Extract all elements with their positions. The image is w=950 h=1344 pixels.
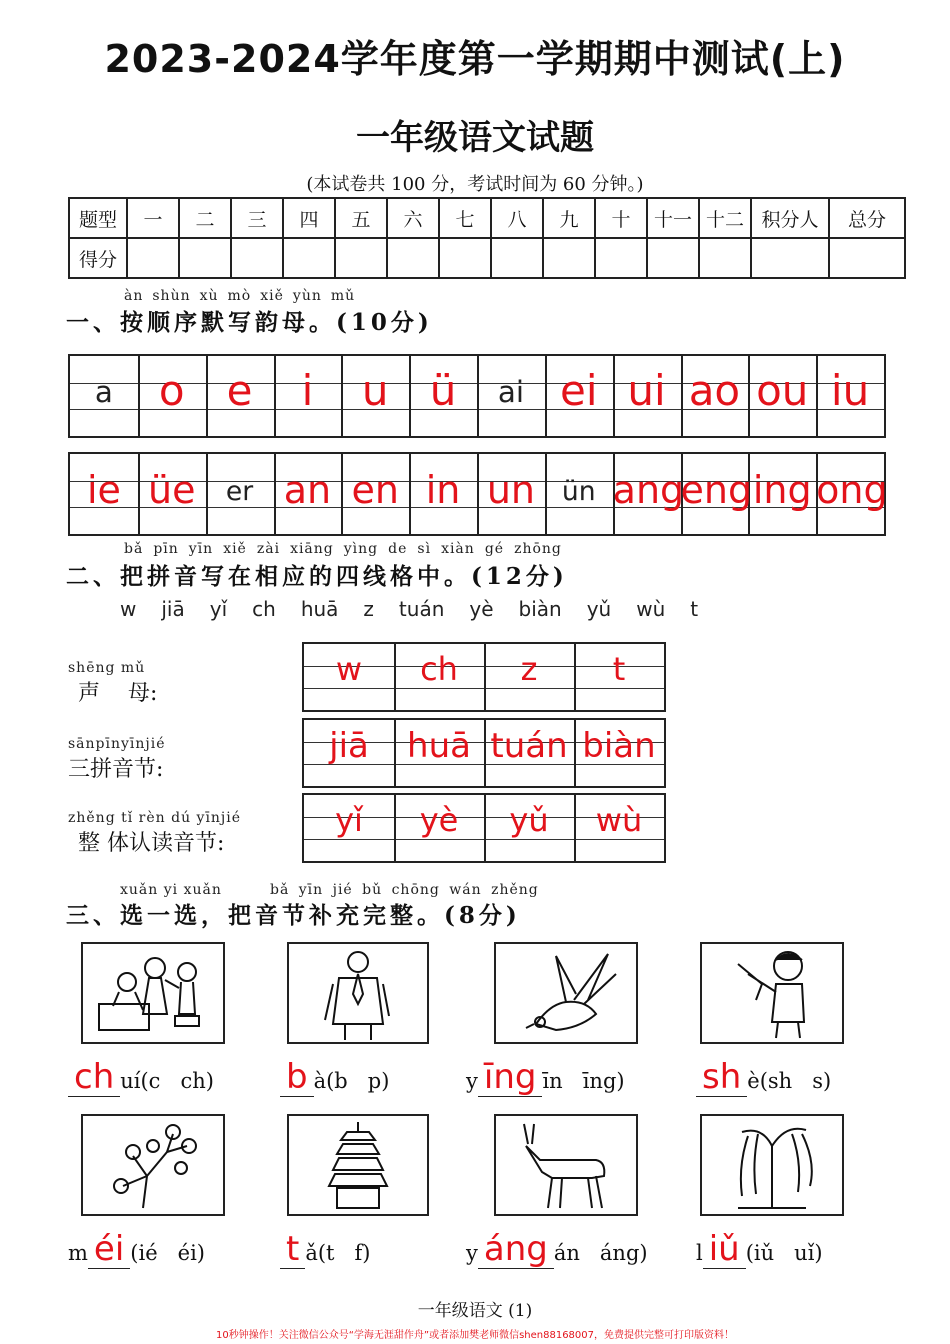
answer-text: ch: [420, 650, 458, 688]
fill-blank-item: [68, 1058, 214, 1097]
score-row-label: 得分: [69, 238, 127, 278]
answer-text: wù: [595, 801, 643, 839]
score-cell: [283, 238, 335, 278]
fill-blank-item: [68, 1230, 205, 1269]
three-syllable-grid: [302, 718, 666, 788]
pinyin-item: huā: [300, 597, 339, 621]
pinyin-syllable: xiě: [223, 541, 247, 557]
answer-text: en: [351, 468, 399, 512]
label-pinyin-three: sānpīnyīnjié: [68, 736, 166, 752]
answer-text: ao: [688, 366, 741, 415]
pinyin-syllable: gé: [484, 541, 505, 557]
fill-blank-item: [696, 1230, 823, 1269]
answer-text: jiā: [329, 726, 369, 766]
pinyin-item: yǔ: [586, 597, 612, 621]
pinyin-item: yǐ: [209, 597, 228, 621]
syllable-prefix: m: [68, 1241, 88, 1265]
score-cell: [751, 238, 829, 278]
label-three-syllable: 三拼音节:: [68, 757, 164, 782]
answer-text: üe: [148, 468, 196, 512]
answer-text: e: [226, 366, 253, 415]
score-header-cell: 十二: [699, 198, 751, 238]
pinyin-item: ch: [252, 597, 276, 621]
score-header-cell: 积分人: [751, 198, 829, 238]
pinyin-item: jiā: [161, 597, 185, 621]
score-header-cell: 四: [283, 198, 335, 238]
picture-antelope: [494, 1114, 638, 1216]
answer-text: in: [425, 468, 461, 512]
score-header-cell: 一: [127, 198, 179, 238]
answer-text: ong: [816, 468, 888, 512]
syllable-choices: uí(c ch): [120, 1069, 214, 1093]
score-header-cell: 十: [595, 198, 647, 238]
picture-father: [287, 942, 429, 1044]
pinyin-syllable: zhōng: [514, 541, 562, 557]
page-subtitle: 一年级语文试题: [356, 118, 594, 158]
pinyin-item: tuán: [398, 597, 445, 621]
given-text: a: [94, 375, 113, 410]
vowel-grid-row1: [68, 354, 886, 438]
score-cell: [387, 238, 439, 278]
label-whole-syllable: 整 体认读音节:: [78, 831, 225, 856]
initials-grid: [302, 642, 666, 712]
score-cell: [829, 238, 905, 278]
answer-text: ch: [68, 1058, 120, 1097]
pinyin-syllable: xiàn: [441, 541, 475, 557]
answer-text: i: [301, 366, 314, 415]
score-header-cell: 总分: [829, 198, 905, 238]
pinyin-syllable: mò: [227, 288, 252, 304]
fill-blank-item: [280, 1058, 389, 1097]
score-cell: [335, 238, 387, 278]
syllable-choices: (ié éi): [130, 1241, 205, 1265]
pinyin-item: z: [363, 597, 374, 621]
score-header-cell: 八: [491, 198, 543, 238]
syllable-prefix: y: [466, 1069, 478, 1093]
picture-plum-blossom: [81, 1114, 225, 1216]
pinyin-syllable: sì: [417, 541, 432, 557]
answer-text: o: [158, 366, 185, 415]
picture-shoot-arrow: [700, 942, 844, 1044]
pinyin-syllable: yìng: [343, 541, 379, 557]
pinyin-item: biàn: [518, 597, 562, 621]
page-footer: 一年级语文 (1): [417, 1301, 533, 1321]
syllable-choices: īn īng): [542, 1069, 625, 1093]
section3-title: 三、选一选，把音节补充完整。(8分): [66, 902, 521, 929]
pinyin-syllable: xù: [199, 288, 219, 304]
section2-pinyin: [124, 541, 572, 557]
pinyin-item: w: [120, 597, 137, 621]
answer-text: ui: [627, 366, 666, 415]
pinyin-item: yè: [469, 597, 494, 621]
score-cell: [595, 238, 647, 278]
score-header-cell: 七: [439, 198, 491, 238]
score-cell: [491, 238, 543, 278]
answer-text: eng: [680, 468, 753, 512]
pinyin-syllable: yùn: [292, 288, 322, 304]
pinyin-item: t: [690, 597, 699, 621]
pinyin-syllable: yīn: [188, 541, 214, 557]
answer-text: huā: [407, 726, 471, 766]
answer-text: sh: [696, 1058, 747, 1097]
picture-blow-hair: [81, 942, 225, 1044]
score-header-cell: 十一: [647, 198, 699, 238]
whole-syllable-grid: [302, 793, 666, 863]
syllable-choices: án áng): [553, 1241, 648, 1265]
fill-blank-item: [280, 1230, 371, 1269]
watermark-banner: 10秒钟操作！关注微信公众号“学海无涯甜作舟”或者添加樊老师微信shen88168007，免费提供完整可打印版资料！: [215, 1330, 735, 1341]
answer-text: yè: [419, 801, 459, 839]
pinyin-item: wù: [636, 597, 666, 621]
vowel-grid-row2: [68, 452, 886, 536]
syllable-choices: à(b p): [313, 1069, 390, 1093]
syllable-choices: è(sh s): [747, 1069, 832, 1093]
section2-title: 二、把拼音写在相应的四线格中。(12分): [66, 563, 568, 590]
section3-pinyin-b: bǎ yīn jié bǔ chōng wán zhěng: [270, 882, 539, 898]
answer-text: ou: [756, 366, 809, 415]
answer-text: īng: [478, 1058, 543, 1097]
picture-eagle: [494, 942, 638, 1044]
exam-note: (本试卷共 100 分，考试时间为 60 分钟。): [306, 174, 644, 195]
fill-blank-item: [696, 1058, 831, 1097]
answer-text: t: [280, 1230, 305, 1269]
score-header-cell: 二: [179, 198, 231, 238]
answer-text: iu: [830, 366, 870, 415]
answer-text: yǐ: [335, 801, 363, 839]
pinyin-syllable: pīn: [153, 541, 179, 557]
answer-text: ü: [429, 366, 457, 415]
syllable-choices: ǎ(t f): [305, 1241, 371, 1265]
picture-pagoda: [287, 1114, 429, 1216]
section3-pinyin-a: xuǎn yi xuǎn: [120, 882, 222, 898]
score-header-cell: 九: [543, 198, 595, 238]
answer-text: u: [361, 366, 389, 415]
given-text: ai: [497, 375, 524, 410]
pinyin-syllable: xiě: [260, 288, 284, 304]
page-title: 2023-2024学年度第一学期期中测试(上): [104, 37, 846, 81]
pinyin-items: [120, 597, 723, 621]
score-cell: [699, 238, 751, 278]
score-header-cell: 三: [231, 198, 283, 238]
answer-text: biàn: [582, 726, 656, 766]
fill-blank-item: [466, 1058, 625, 1097]
score-cell: [543, 238, 595, 278]
given-text: ün: [561, 476, 596, 508]
answer-text: ei: [559, 366, 598, 415]
label-pinyin-whole: zhěng tǐ rèn dú yīnjié: [68, 810, 242, 826]
answer-text: yǔ: [509, 801, 549, 839]
answer-text: éi: [88, 1230, 130, 1269]
answer-text: z: [520, 650, 538, 688]
score-header-cell: 六: [387, 198, 439, 238]
answer-text: tuán: [490, 726, 568, 766]
score-header-cell: 五: [335, 198, 387, 238]
score-cell: [647, 238, 699, 278]
pinyin-syllable: shùn: [152, 288, 191, 304]
answer-text: an: [283, 468, 332, 512]
syllable-prefix: l: [696, 1241, 703, 1265]
score-cell: [231, 238, 283, 278]
label-pinyin-initials: shēng mǔ: [68, 660, 146, 676]
syllable-prefix: y: [466, 1241, 478, 1265]
answer-text: w: [335, 650, 363, 688]
answer-text: un: [486, 468, 535, 512]
score-cell: [439, 238, 491, 278]
label-initials: 声 母:: [78, 681, 158, 706]
answer-text: t: [612, 650, 626, 688]
answer-text: áng: [478, 1230, 554, 1269]
fill-blank-item: [466, 1230, 648, 1269]
pinyin-syllable: xiāng: [290, 541, 334, 557]
section1-title: 一、按顺序默写韵母。(10分): [66, 309, 433, 336]
pinyin-syllable: mǔ: [330, 288, 356, 304]
answer-text: b: [280, 1058, 314, 1097]
pinyin-syllable: de: [388, 541, 408, 557]
answer-text: ie: [86, 468, 121, 512]
pinyin-syllable: zài: [256, 541, 281, 557]
score-header-cell: 题型: [69, 198, 127, 238]
answer-text: iǔ: [703, 1230, 746, 1269]
picture-willow: [700, 1114, 844, 1216]
score-cell: [127, 238, 179, 278]
section1-pinyin: [124, 288, 364, 304]
given-text: er: [225, 476, 254, 508]
pinyin-syllable: bǎ: [124, 541, 144, 557]
syllable-choices: (iǔ uǐ): [745, 1241, 823, 1265]
score-table: [68, 197, 906, 279]
score-cell: [179, 238, 231, 278]
answer-text: ang: [612, 468, 685, 512]
answer-text: ing: [752, 468, 812, 512]
pinyin-syllable: àn: [124, 288, 144, 304]
